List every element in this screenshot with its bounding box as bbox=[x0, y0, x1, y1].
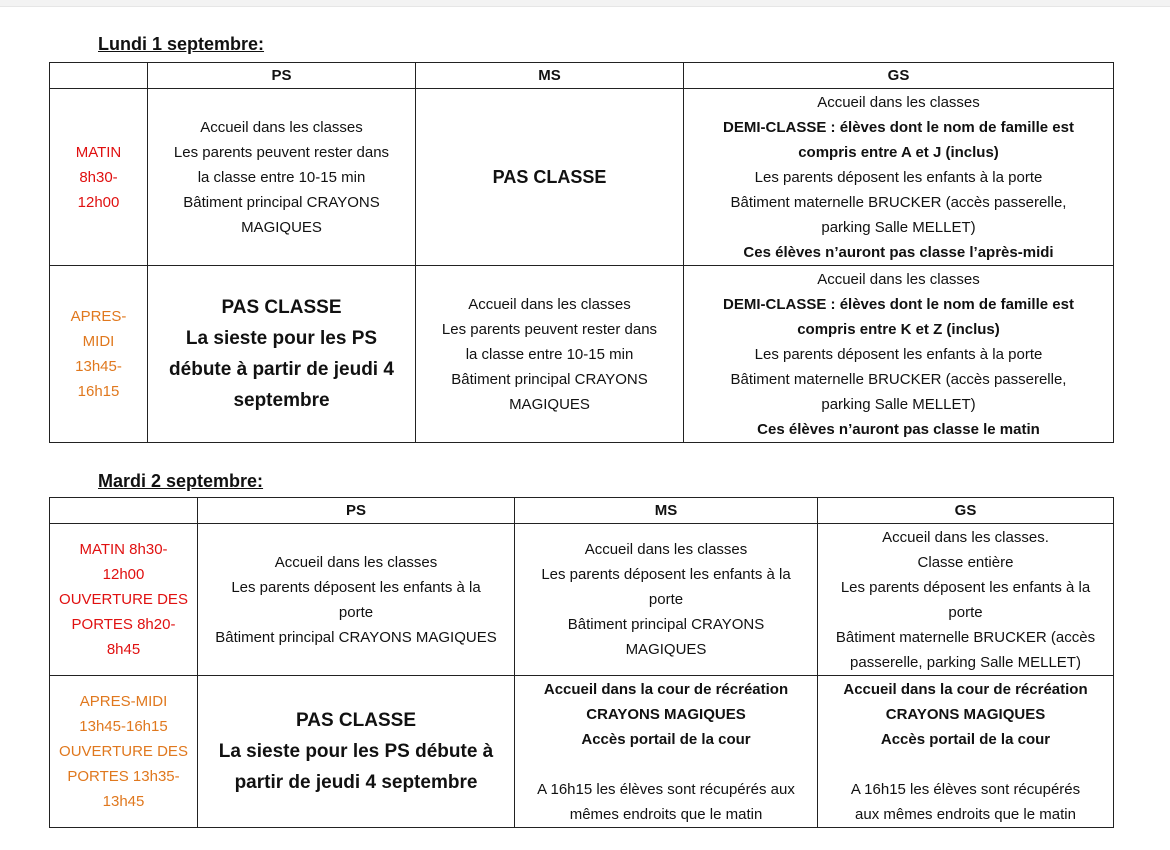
slot-line: 8h45 bbox=[106, 641, 141, 658]
cell-line: parking Salle MELLET) bbox=[821, 395, 976, 413]
cell-line: Les parents déposent les enfants à la porte bbox=[754, 168, 1043, 186]
cell-line: mêmes endroits que le matin bbox=[569, 805, 763, 823]
day1-table bbox=[49, 62, 1114, 443]
blank-line bbox=[822, 752, 1109, 777]
day2-header-row bbox=[50, 498, 1114, 524]
cell-line-bold: CRAYONS MAGIQUES bbox=[885, 705, 1046, 723]
slot-line: 13h45-16h15 bbox=[79, 718, 168, 735]
day1-morning-ms bbox=[416, 89, 684, 266]
cell-line-bold: Accueil dans la cour de récréation bbox=[843, 680, 1088, 698]
day2-table bbox=[49, 497, 1114, 828]
cell-line: Accueil dans les classes bbox=[200, 118, 363, 136]
cell-line: A 16h15 les élèves sont récupérés bbox=[850, 780, 1081, 798]
cell-line: Bâtiment maternelle BRUCKER (accès passerelle, bbox=[730, 193, 1067, 211]
cell-line: porte bbox=[338, 603, 374, 621]
cell-line-bold: DEMI-CLASSE : élèves dont le nom de famille est bbox=[723, 118, 1074, 136]
no-class-label: PAS CLASSE bbox=[492, 166, 607, 187]
cell-line-bold: Ces élèves n’auront pas classe le matin bbox=[757, 420, 1040, 438]
slot-line: OUVERTURE DES bbox=[59, 591, 188, 608]
slot-line: 12h00 bbox=[77, 193, 120, 211]
day1-morning-ps bbox=[148, 89, 416, 266]
cell-line: passerelle, parking Salle MELLET) bbox=[850, 653, 1081, 671]
slot-line: OUVERTURE DES bbox=[59, 743, 188, 760]
day2-morning-gs bbox=[818, 524, 1114, 676]
day1-header-empty bbox=[50, 63, 148, 89]
day2-morning-ms bbox=[515, 524, 818, 676]
day1-morning-slot bbox=[50, 89, 148, 266]
slot-line: APRES-MIDI bbox=[79, 693, 168, 710]
cell-line: Accueil dans les classes. bbox=[882, 528, 1049, 546]
cell-line: MAGIQUES bbox=[509, 395, 590, 413]
day2-afternoon-slot bbox=[50, 676, 198, 828]
cell-line-bold: Accès portail de la cour bbox=[880, 730, 1051, 748]
day2-afternoon-gs bbox=[818, 676, 1114, 828]
day2-title: Mardi 2 septembre: bbox=[98, 471, 264, 491]
day2-header-gs: GS bbox=[818, 498, 1114, 524]
cell-line-bold: compris entre A et J (inclus) bbox=[798, 143, 999, 161]
cell-line-bold: Accès portail de la cour bbox=[581, 730, 751, 748]
cell-line-bold: Ces élèves n’auront pas classe l’après-midi bbox=[743, 243, 1054, 261]
day1-morning-gs bbox=[684, 89, 1114, 266]
slot-line: 13h45 bbox=[102, 793, 145, 810]
cell-line-large: PAS CLASSE bbox=[221, 297, 342, 318]
cell-line: Bâtiment principal CRAYONS bbox=[567, 616, 765, 633]
cell-line: parking Salle MELLET) bbox=[821, 218, 976, 236]
cell-line-large: débute à partir de jeudi 4 bbox=[169, 359, 394, 380]
cell-line: Bâtiment principal CRAYONS bbox=[183, 193, 380, 211]
day2-morning-row bbox=[50, 524, 1114, 676]
cell-line: porte bbox=[948, 603, 983, 621]
cell-line-large: septembre bbox=[233, 390, 330, 411]
day1-header-ps: PS bbox=[148, 63, 416, 89]
day1-title: Lundi 1 septembre: bbox=[98, 34, 265, 54]
cell-line: porte bbox=[648, 591, 684, 608]
day1-afternoon-ms bbox=[416, 266, 684, 443]
slot-line: APRES- bbox=[70, 308, 127, 325]
cell-line: A 16h15 les élèves sont récupérés aux bbox=[537, 780, 795, 798]
day2-morning-slot bbox=[50, 524, 198, 676]
cell-line-bold: Accueil dans la cour de récréation bbox=[543, 680, 789, 698]
slot-line: PORTES 13h35- bbox=[67, 768, 180, 785]
cell-line-large: La sieste pour les PS bbox=[185, 328, 378, 349]
day1-morning-row bbox=[50, 89, 1114, 266]
cell-line: Les parents déposent les enfants à la bbox=[231, 578, 481, 596]
blank-line bbox=[519, 752, 813, 777]
cell-line: MAGIQUES bbox=[625, 641, 707, 658]
cell-line: Les parents déposent les enfants à la porte bbox=[754, 345, 1043, 363]
day2-afternoon-row bbox=[50, 676, 1114, 828]
cell-line: Accueil dans les classes bbox=[817, 93, 980, 111]
slot-line: MIDI bbox=[82, 333, 115, 350]
day2-header-ps: PS bbox=[198, 498, 515, 524]
day2-header-ms: MS bbox=[515, 498, 818, 524]
day1-afternoon-slot bbox=[50, 266, 148, 443]
cell-line-large: partir de jeudi 4 septembre bbox=[234, 772, 478, 793]
cell-line: Les parents déposent les enfants à la bbox=[541, 566, 791, 583]
cell-line: Bâtiment maternelle BRUCKER (accès bbox=[835, 628, 1096, 646]
cell-line: Les parents déposent les enfants à la bbox=[840, 578, 1091, 596]
slot-line: 12h00 bbox=[102, 566, 145, 583]
day1-afternoon-gs bbox=[684, 266, 1114, 443]
cell-line: aux mêmes endroits que le matin bbox=[855, 805, 1076, 823]
page-top-edge bbox=[0, 0, 1170, 7]
cell-line: Les parents peuvent rester dans bbox=[173, 143, 390, 161]
slot-line: 8h30- bbox=[79, 168, 118, 186]
day2-afternoon-ms bbox=[515, 676, 818, 828]
slot-line: MATIN bbox=[75, 143, 122, 161]
day1-header-row bbox=[50, 63, 1114, 89]
cell-line: la classe entre 10-15 min bbox=[197, 168, 366, 186]
day1-afternoon-ps bbox=[148, 266, 416, 443]
slot-line: PORTES 8h20- bbox=[71, 616, 176, 633]
cell-line: Bâtiment maternelle BRUCKER (accès passerelle, bbox=[730, 370, 1067, 388]
cell-line: Classe entière bbox=[917, 553, 1014, 571]
day2-header-empty bbox=[50, 498, 198, 524]
cell-line: Bâtiment principal CRAYONS bbox=[451, 370, 648, 388]
cell-line: Accueil dans les classes bbox=[274, 553, 438, 571]
cell-line: la classe entre 10-15 min bbox=[465, 345, 634, 363]
cell-line-bold: DEMI-CLASSE : élèves dont le nom de famille est bbox=[723, 295, 1074, 313]
day1-header-ms: MS bbox=[416, 63, 684, 89]
cell-line-large: La sieste pour les PS débute à bbox=[218, 741, 494, 762]
day1-afternoon-row bbox=[50, 266, 1114, 443]
day2-afternoon-ps bbox=[198, 676, 515, 828]
slot-line: 16h15 bbox=[77, 383, 120, 400]
cell-line: MAGIQUES bbox=[241, 218, 322, 236]
slot-line: 13h45- bbox=[75, 358, 122, 375]
day2-morning-ps bbox=[198, 524, 515, 676]
day1-header-gs: GS bbox=[684, 63, 1114, 89]
cell-line: Accueil dans les classes bbox=[468, 295, 631, 313]
cell-line: Les parents peuvent rester dans bbox=[441, 320, 658, 338]
cell-line: Accueil dans les classes bbox=[817, 270, 980, 288]
slot-line: MATIN 8h30- bbox=[79, 541, 168, 558]
cell-line: Accueil dans les classes bbox=[584, 541, 748, 558]
cell-line-bold: compris entre K et Z (inclus) bbox=[797, 320, 1000, 338]
cell-line-large: PAS CLASSE bbox=[295, 710, 416, 731]
cell-line-bold: CRAYONS MAGIQUES bbox=[586, 705, 746, 723]
cell-line: Bâtiment principal CRAYONS MAGIQUES bbox=[215, 628, 497, 646]
